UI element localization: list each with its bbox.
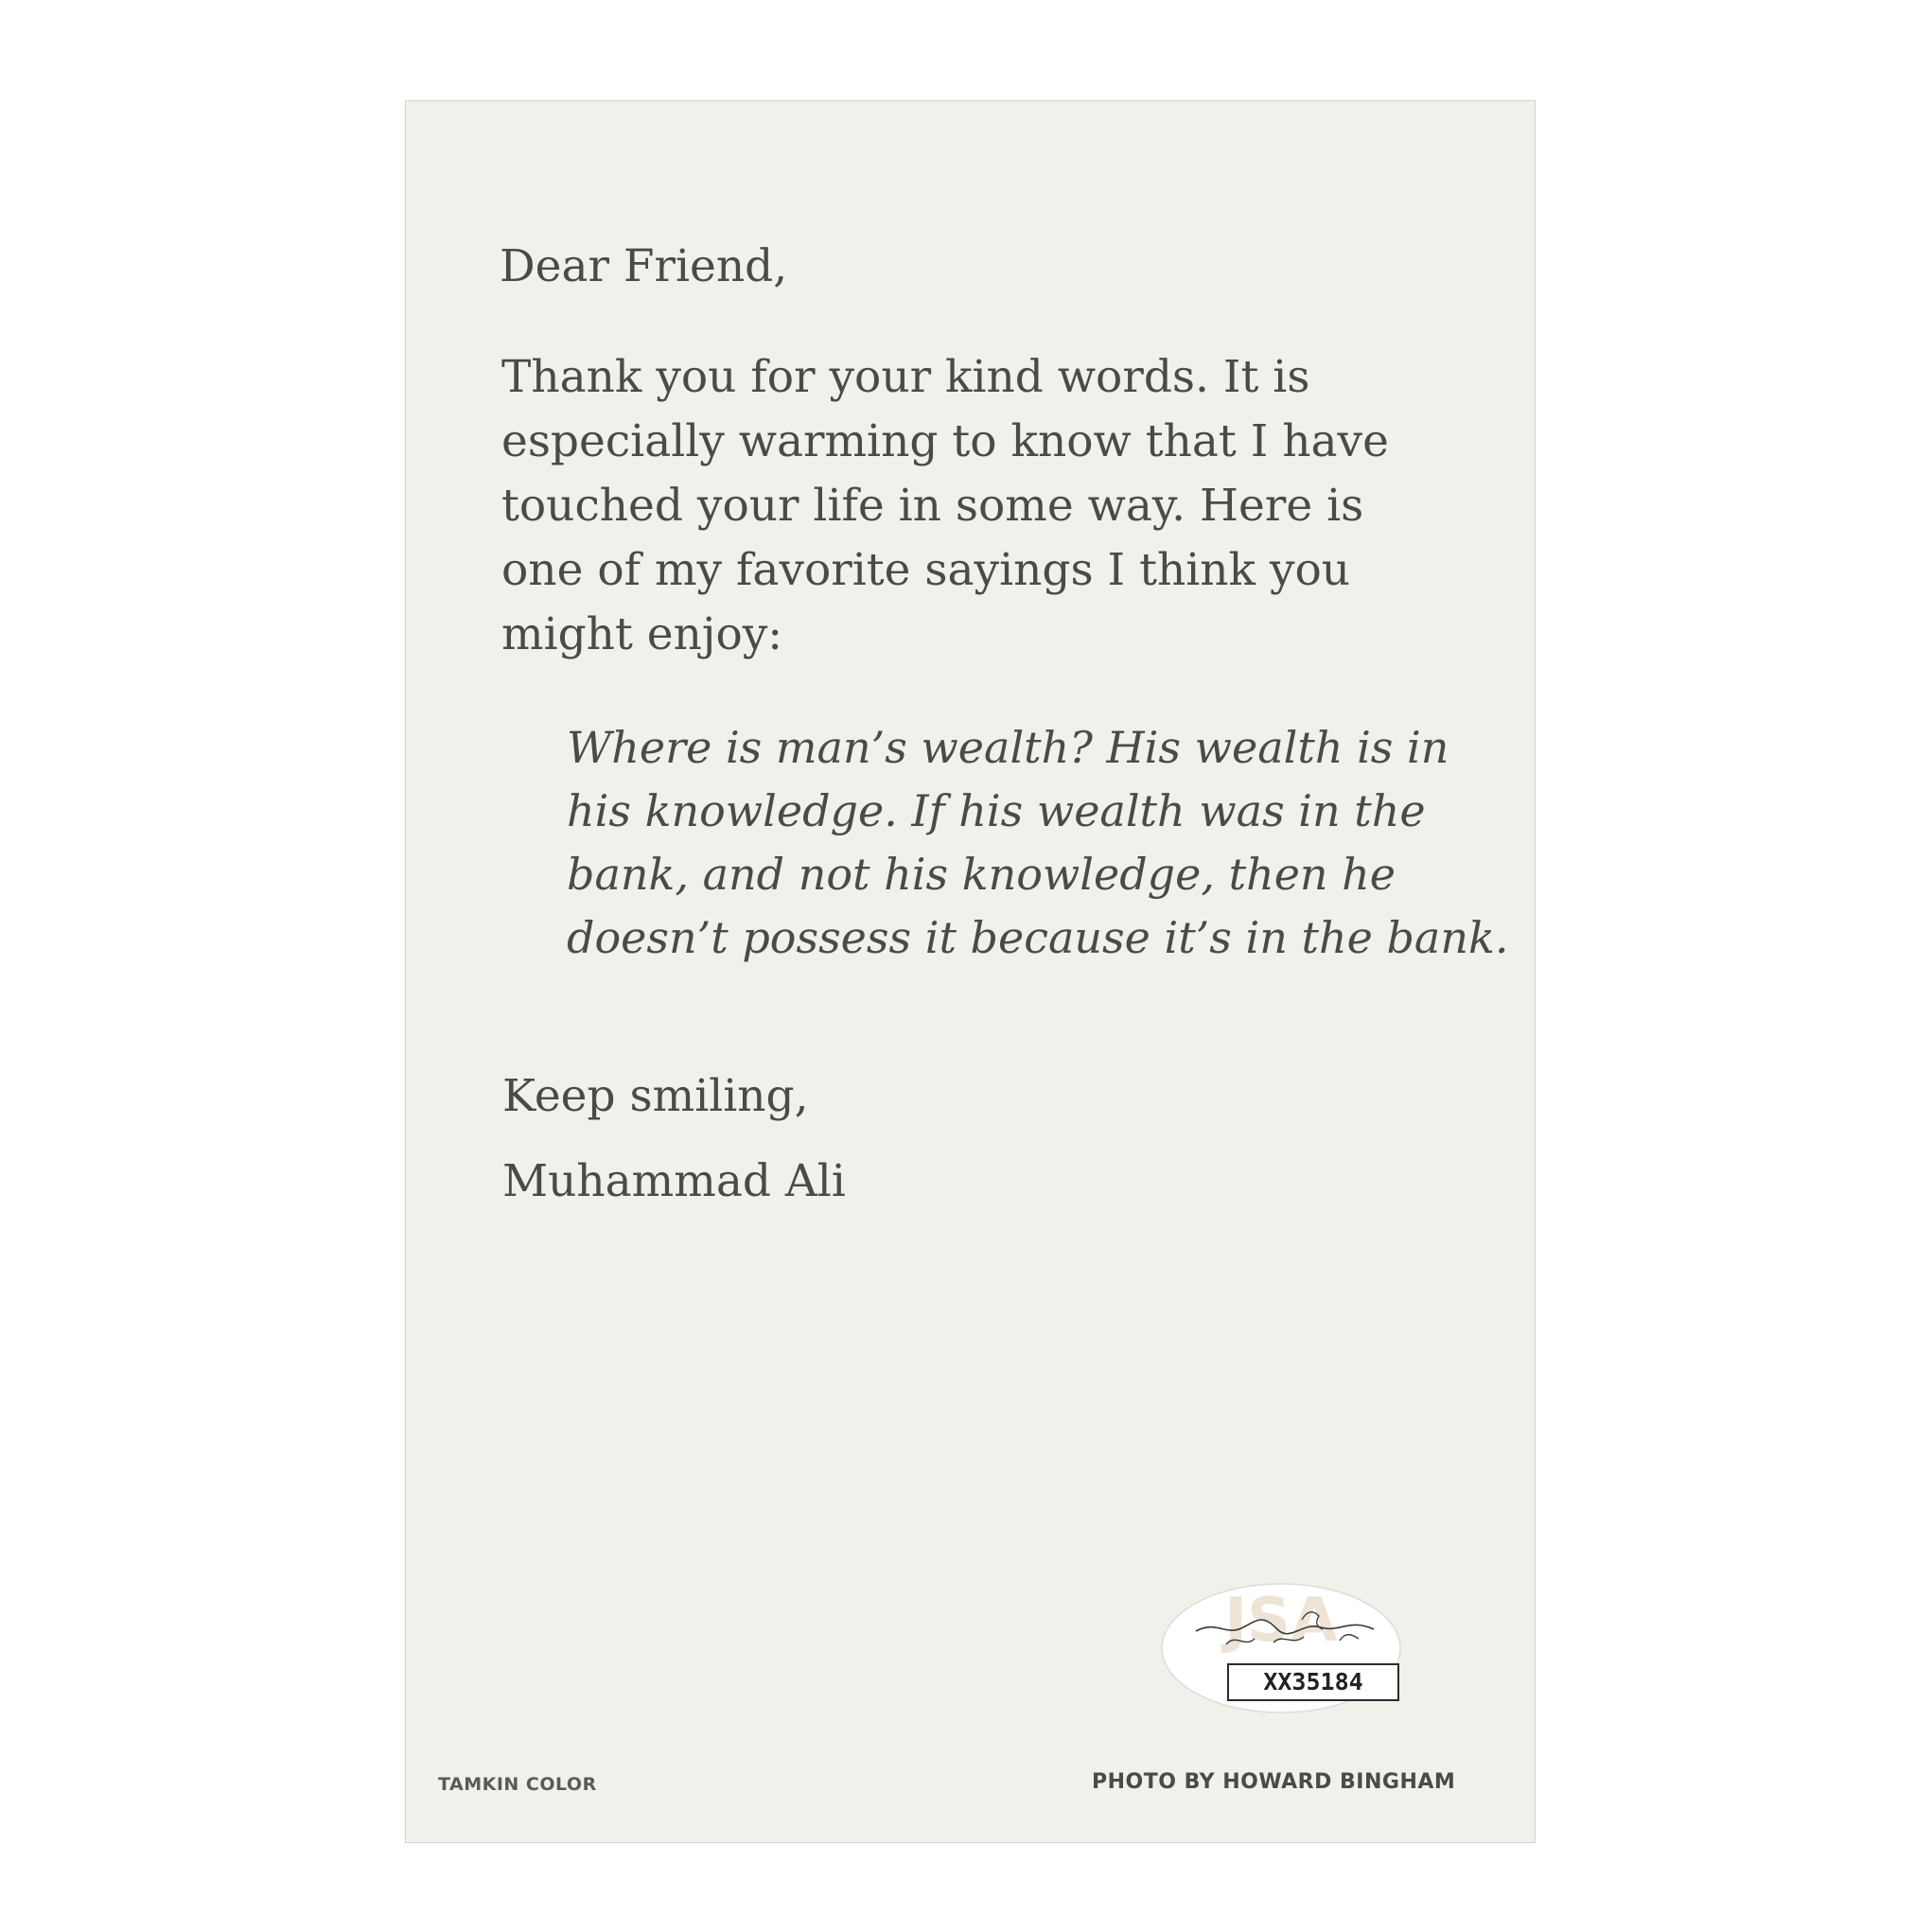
quote-line: his knowledge. If his wealth was in the bbox=[567, 785, 1426, 836]
quote-line: doesn’t possess it because it’s in the bank. bbox=[567, 912, 1509, 963]
sticker-serial: XX35184 bbox=[1227, 1663, 1399, 1701]
letter-signoff: Muhammad Ali bbox=[502, 1155, 846, 1207]
sticker-logo-watermark: JSA bbox=[1224, 1586, 1338, 1656]
body-line: one of my favorite sayings I think you bbox=[501, 544, 1351, 596]
letter-closing: Keep smiling, bbox=[502, 1070, 809, 1122]
photo-credit: PHOTO BY HOWARD BINGHAM bbox=[1092, 1770, 1456, 1794]
letter-greeting: Dear Friend, bbox=[500, 240, 788, 292]
quote-line: bank, and not his knowledge, then he bbox=[567, 849, 1396, 900]
authentication-sticker bbox=[1160, 1582, 1402, 1714]
letter-card bbox=[405, 100, 1536, 1843]
body-line: might enjoy: bbox=[501, 608, 783, 660]
letter-body bbox=[501, 345, 1389, 667]
body-line: especially warming to know that I have bbox=[501, 415, 1389, 467]
letter-quote bbox=[567, 716, 1508, 970]
body-line: Thank you for your kind words. It is bbox=[501, 351, 1310, 403]
printer-credit: TAMKIN COLOR bbox=[438, 1774, 597, 1795]
body-line: touched your life in some way. Here is bbox=[501, 480, 1364, 532]
quote-line: Where is man’s wealth? His wealth is in bbox=[567, 722, 1449, 773]
